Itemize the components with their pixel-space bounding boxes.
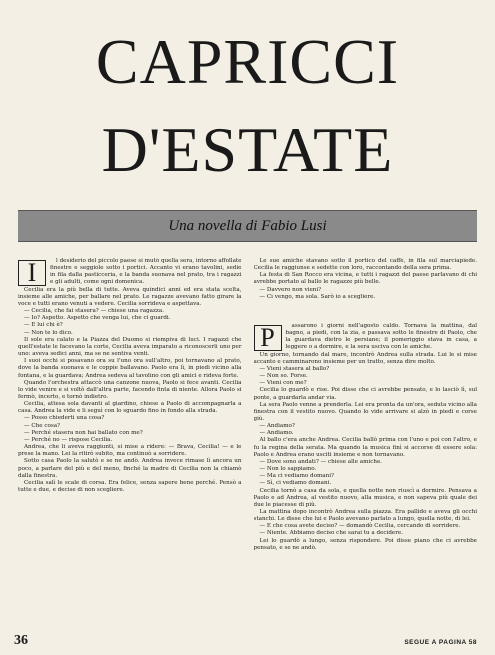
article-columns [18, 258, 477, 630]
paragraph: — Perché no — rispose Cecilia. [24, 436, 113, 443]
paragraph: — E che cosa avete deciso? — domandò Cecilia, cercando di sorridere. [259, 523, 461, 530]
paragraph: Andrea, che li aveva raggiunti, si mise a ridere: — Brava, Cecilia! — e le prese la mano. Lei la ritirò subito, ma continuò a sorridere. [18, 444, 242, 458]
paragraph: — Niente. Abbiamo deciso che sarai tu a decidere. [259, 530, 404, 537]
paragraph: — Che cosa? [24, 422, 61, 429]
paragraph: Cecilia lo guardò e rise. Poi disse che ci avrebbe pensato, e lo lasciò lì, sul ponte, a guardarla andar via. [253, 387, 477, 401]
paragraph: La sera Paolo venne a prenderla. Lei era pronta da un'ora, seduta vicino alla finestra con il vestito nuovo. Quando lo vide arrivare si alzò in piedi e corse giù. [253, 401, 477, 422]
column-2-body [254, 323, 478, 552]
paragraph: — Vieni con me? [259, 380, 307, 387]
paragraph: — Sì, ci vediamo domani. [259, 480, 332, 487]
paragraph: Le sue amiche stavano sotto il portico del caffè, in fila sul marciapiede. Cecilia le raggiunse e sedette con loro, raccontando della sera prima. [253, 258, 477, 272]
paragraph: Al ballo c'era anche Andrea. Cecilia ballò prima con l'uno e poi con l'altro, e fu la regina della serata. Ma quando la musica finì si accorse di essere sola: Paolo e Andrea erano usciti insieme e non tornavano. [253, 437, 477, 458]
paragraph: — Andiamo. [259, 430, 294, 437]
title-line-1: CAPRICCI [95, 26, 400, 97]
paragraph: I suoi occhi si posavano ora su l'uno ora sull'altro, poi tornavano al prato, dove la banda suonava e le coppie ballavano. Paolo era lì, in piedi vicino alla fontana, e la guardava; Andrea sedeva al tavolino con gli amici e rideva forte. [18, 358, 242, 379]
section-spacer [254, 301, 478, 323]
paragraph: Quando l'orchestra attaccò una canzone nuova, Paolo si fece avanti. Cecilia lo vide venire e si voltò dall'altra parte, facendo finta di niente. Allora Paolo si fermò, incerto, e tornò indietro. [18, 379, 242, 400]
drop-cap: P [254, 325, 282, 351]
article-column-1 [18, 258, 242, 630]
paragraph: — Davvero non vieni? [259, 286, 322, 293]
title-line-2: D'ESTATE [101, 114, 394, 185]
paragraph: — Perché stasera non hai ballato con me? [24, 429, 143, 436]
paragraph: — Non so. Forse. [259, 373, 308, 380]
column-2-intro [254, 258, 478, 301]
paragraph: — Ci vengo, ma sola. Sarò io a scegliere. [259, 293, 376, 300]
continued-on-label: SEGUE A PAGINA 58 [404, 639, 477, 646]
byline-bar [18, 210, 477, 242]
paragraph: Un giorno, tornando dal mare, incontrò Andrea sulla strada. Lui le si mise accanto e camminarono insieme per un tratto, senza dire molto. [253, 351, 477, 365]
paragraph: Cecilia tornò a casa da sola, e quella notte non riuscì a dormire. Pensava a Paolo e ad Andrea, al vestito nuovo, alla musica, e non sapeva più quale dei due le piacesse di più. [253, 487, 477, 508]
article-column-2 [254, 258, 478, 630]
paragraph: — Andiamo? [259, 423, 295, 430]
paragraph: — Ma ci vediamo domani? [259, 473, 335, 480]
paragraph: — Non te lo dico. [24, 329, 73, 336]
paragraph: — Non lo sappiamo. [259, 466, 317, 473]
paragraph: La mattina dopo incontrò Andrea sulla piazza. Era pallido e aveva gli occhi stanchi. Le disse che lui e Paolo avevano parlato a lungo, quella notte, di lei. [253, 509, 477, 523]
byline: Una novella di Fabio Lusi [168, 217, 327, 234]
paragraph: Cecilia salì le scale di corsa. Era felice, senza sapere bene perché. Pensò a tutte e due, e decise di non scegliere. [18, 479, 242, 493]
paragraph: — Posso chiederti una cosa? [24, 415, 105, 422]
paragraph: assarono i giorni nell'agosto caldo. Tornava la mattina, dal bagno, a piedi, con la zia, e passava sotto le finestre di Paolo, che la guardava dietro le persiane; il pomeriggio stava in casa, a leggere o a dormire, e la sera usciva con le amiche. [285, 322, 477, 351]
paragraph: — Io? Aspetto. Aspetto che venga lui, che ci guardi. [24, 315, 171, 322]
paragraph: Cecilia, attesa sola davanti al giardino, chiese a Paolo di accompagnarla a casa. Andrea la vide e li seguì con lo sguardo fino in fondo alla strada. [18, 401, 242, 415]
paragraph: La festa di San Rocco era vicina, e tutti i ragazzi del paese parlavano di chi avrebbe portato al ballo le ragazze più belle. [253, 272, 477, 286]
paragraph: Cecilia era la più bella di tutte. Aveva quindici anni ed era stata scelta, insieme alle amiche, per ballare nel prato. Le ragazze avevano fatto girare la voce e tutti erano venuti a vedere. Cecilia sorrideva e aspettava. [18, 286, 242, 307]
paragraph: — Dove sono andati? — chiese alle amiche. [259, 458, 383, 465]
paragraph: — E lui chi è? [24, 322, 63, 329]
drop-cap: I [18, 260, 46, 286]
paragraph: l desiderio del piccolo paese si mutò quella sera, intorno affollate finestre e seggiole sotto i portici. Accanto vi erano tavolini, sedie in fila dalla pasticceria, e la banda suonava nel prato, tra i ragazzi e gli adulti, come ogni domenica. [50, 258, 242, 286]
paragraph: — Cecilia, che fai stasera? — chiese una ragazza. [24, 308, 164, 315]
paragraph: Sotto casa Paolo la salutò e se ne andò. Andrea invece rimase lì ancora un poco, a parlare del più e del meno, finché la madre di Cecilia non la chiamò dalla finestra. [18, 458, 242, 479]
page-number: 36 [14, 633, 28, 648]
paragraph: Il sole era calato e la Piazza del Duomo si riempiva di luci. I ragazzi che quell'estate le facevano la corte, Cecilia aveva imparato a riconoscerli uno per uno: aveva sedici anni, ma se ne sentiva venti. [18, 336, 242, 358]
paragraph: Lei lo guardò a lungo, senza rispondere. Poi disse piano che ci avrebbe pensato, e se ne andò. [253, 537, 477, 551]
paragraph: — Vieni stasera al ballo? [259, 365, 330, 372]
